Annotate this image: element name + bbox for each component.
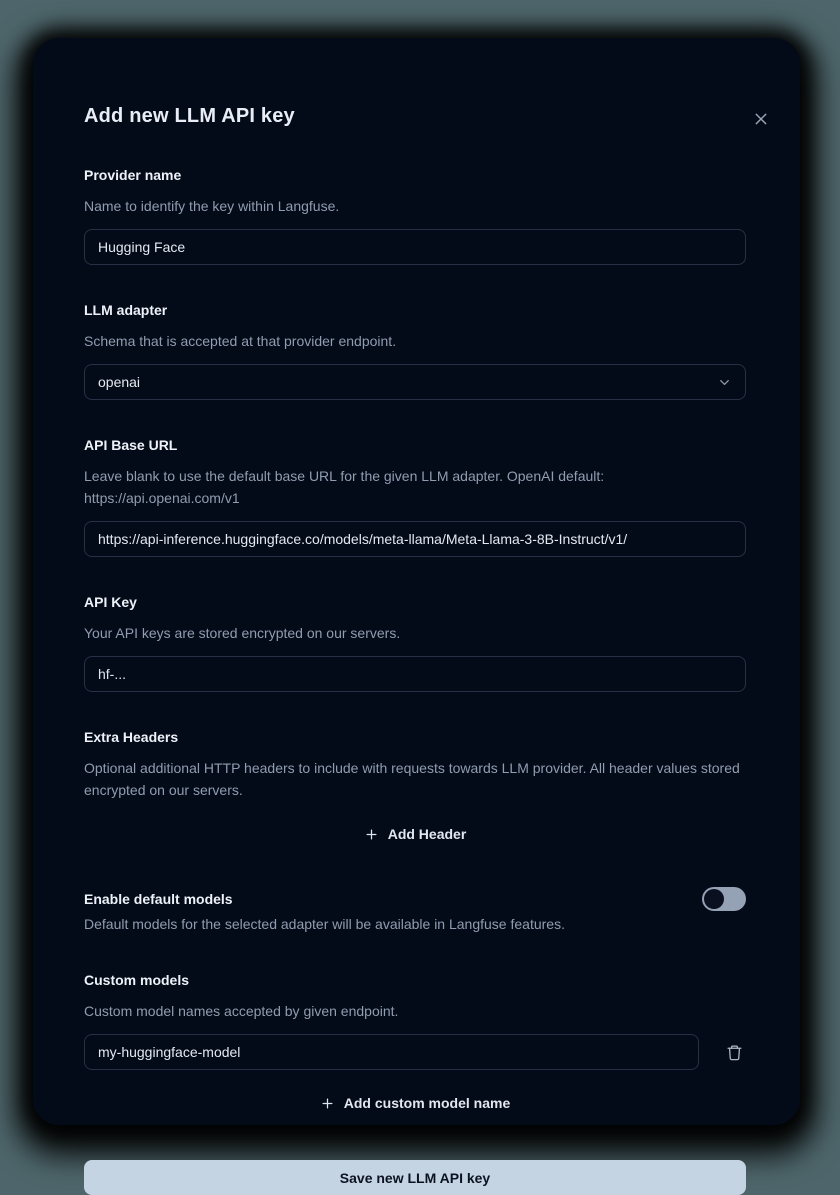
delete-custom-model-button[interactable] <box>722 1040 746 1064</box>
api-key-input[interactable] <box>84 656 746 692</box>
api-base-url-description: Leave blank to use the default base URL for the given LLM adapter. OpenAI default: https://api.openai.com/v1 <box>84 468 605 506</box>
extra-headers-description: Optional additional HTTP headers to include with requests towards LLM provider. All header values stored encrypted on our servers. <box>84 760 740 798</box>
add-header-button-label: Add Header <box>387 826 467 842</box>
save-button[interactable]: Save new LLM API key <box>84 1160 746 1195</box>
plus-icon <box>320 1096 335 1111</box>
plus-icon <box>364 827 379 842</box>
provider-name-field <box>84 167 746 265</box>
enable-default-models-description: Default models for the selected adapter will be available in Langfuse features. <box>84 916 565 932</box>
chevron-down-icon <box>717 375 732 390</box>
provider-name-input[interactable] <box>84 229 746 265</box>
enable-default-models-field <box>84 887 746 935</box>
custom-model-row <box>84 1034 746 1070</box>
api-key-description: Your API keys are stored encrypted on our servers. <box>84 625 401 641</box>
llm-adapter-field <box>84 302 746 400</box>
api-base-url-input[interactable] <box>84 521 746 557</box>
add-header-button[interactable] <box>354 818 477 850</box>
custom-models-label: Custom models <box>84 972 190 988</box>
close-icon[interactable] <box>751 109 771 129</box>
add-custom-model-button-label: Add custom model name <box>343 1095 511 1111</box>
provider-name-description: Name to identify the key within Langfuse. <box>84 198 340 214</box>
enable-default-models-toggle[interactable] <box>702 887 746 911</box>
api-base-url-field <box>84 437 746 557</box>
toggle-knob <box>704 889 724 909</box>
custom-model-input[interactable] <box>84 1034 699 1070</box>
llm-adapter-description: Schema that is accepted at that provider endpoint. <box>84 333 397 349</box>
enable-default-models-label: Enable default models <box>84 890 233 907</box>
custom-models-field <box>84 972 746 1119</box>
add-custom-model-button[interactable] <box>310 1087 520 1119</box>
extra-headers-field <box>84 729 746 850</box>
provider-name-label: Provider name <box>84 167 182 183</box>
custom-models-description: Custom model names accepted by given endpoint. <box>84 1003 399 1019</box>
llm-adapter-label: LLM adapter <box>84 302 168 318</box>
llm-adapter-selected-value: openai <box>98 374 141 390</box>
extra-headers-label: Extra Headers <box>84 729 179 745</box>
llm-adapter-select[interactable] <box>84 364 746 400</box>
dialog-title: Add new LLM API key <box>84 105 295 127</box>
api-key-field <box>84 594 746 692</box>
trash-icon <box>726 1043 743 1062</box>
api-key-label: API Key <box>84 594 137 610</box>
api-base-url-label: API Base URL <box>84 437 178 453</box>
add-llm-api-key-dialog <box>33 38 800 1186</box>
